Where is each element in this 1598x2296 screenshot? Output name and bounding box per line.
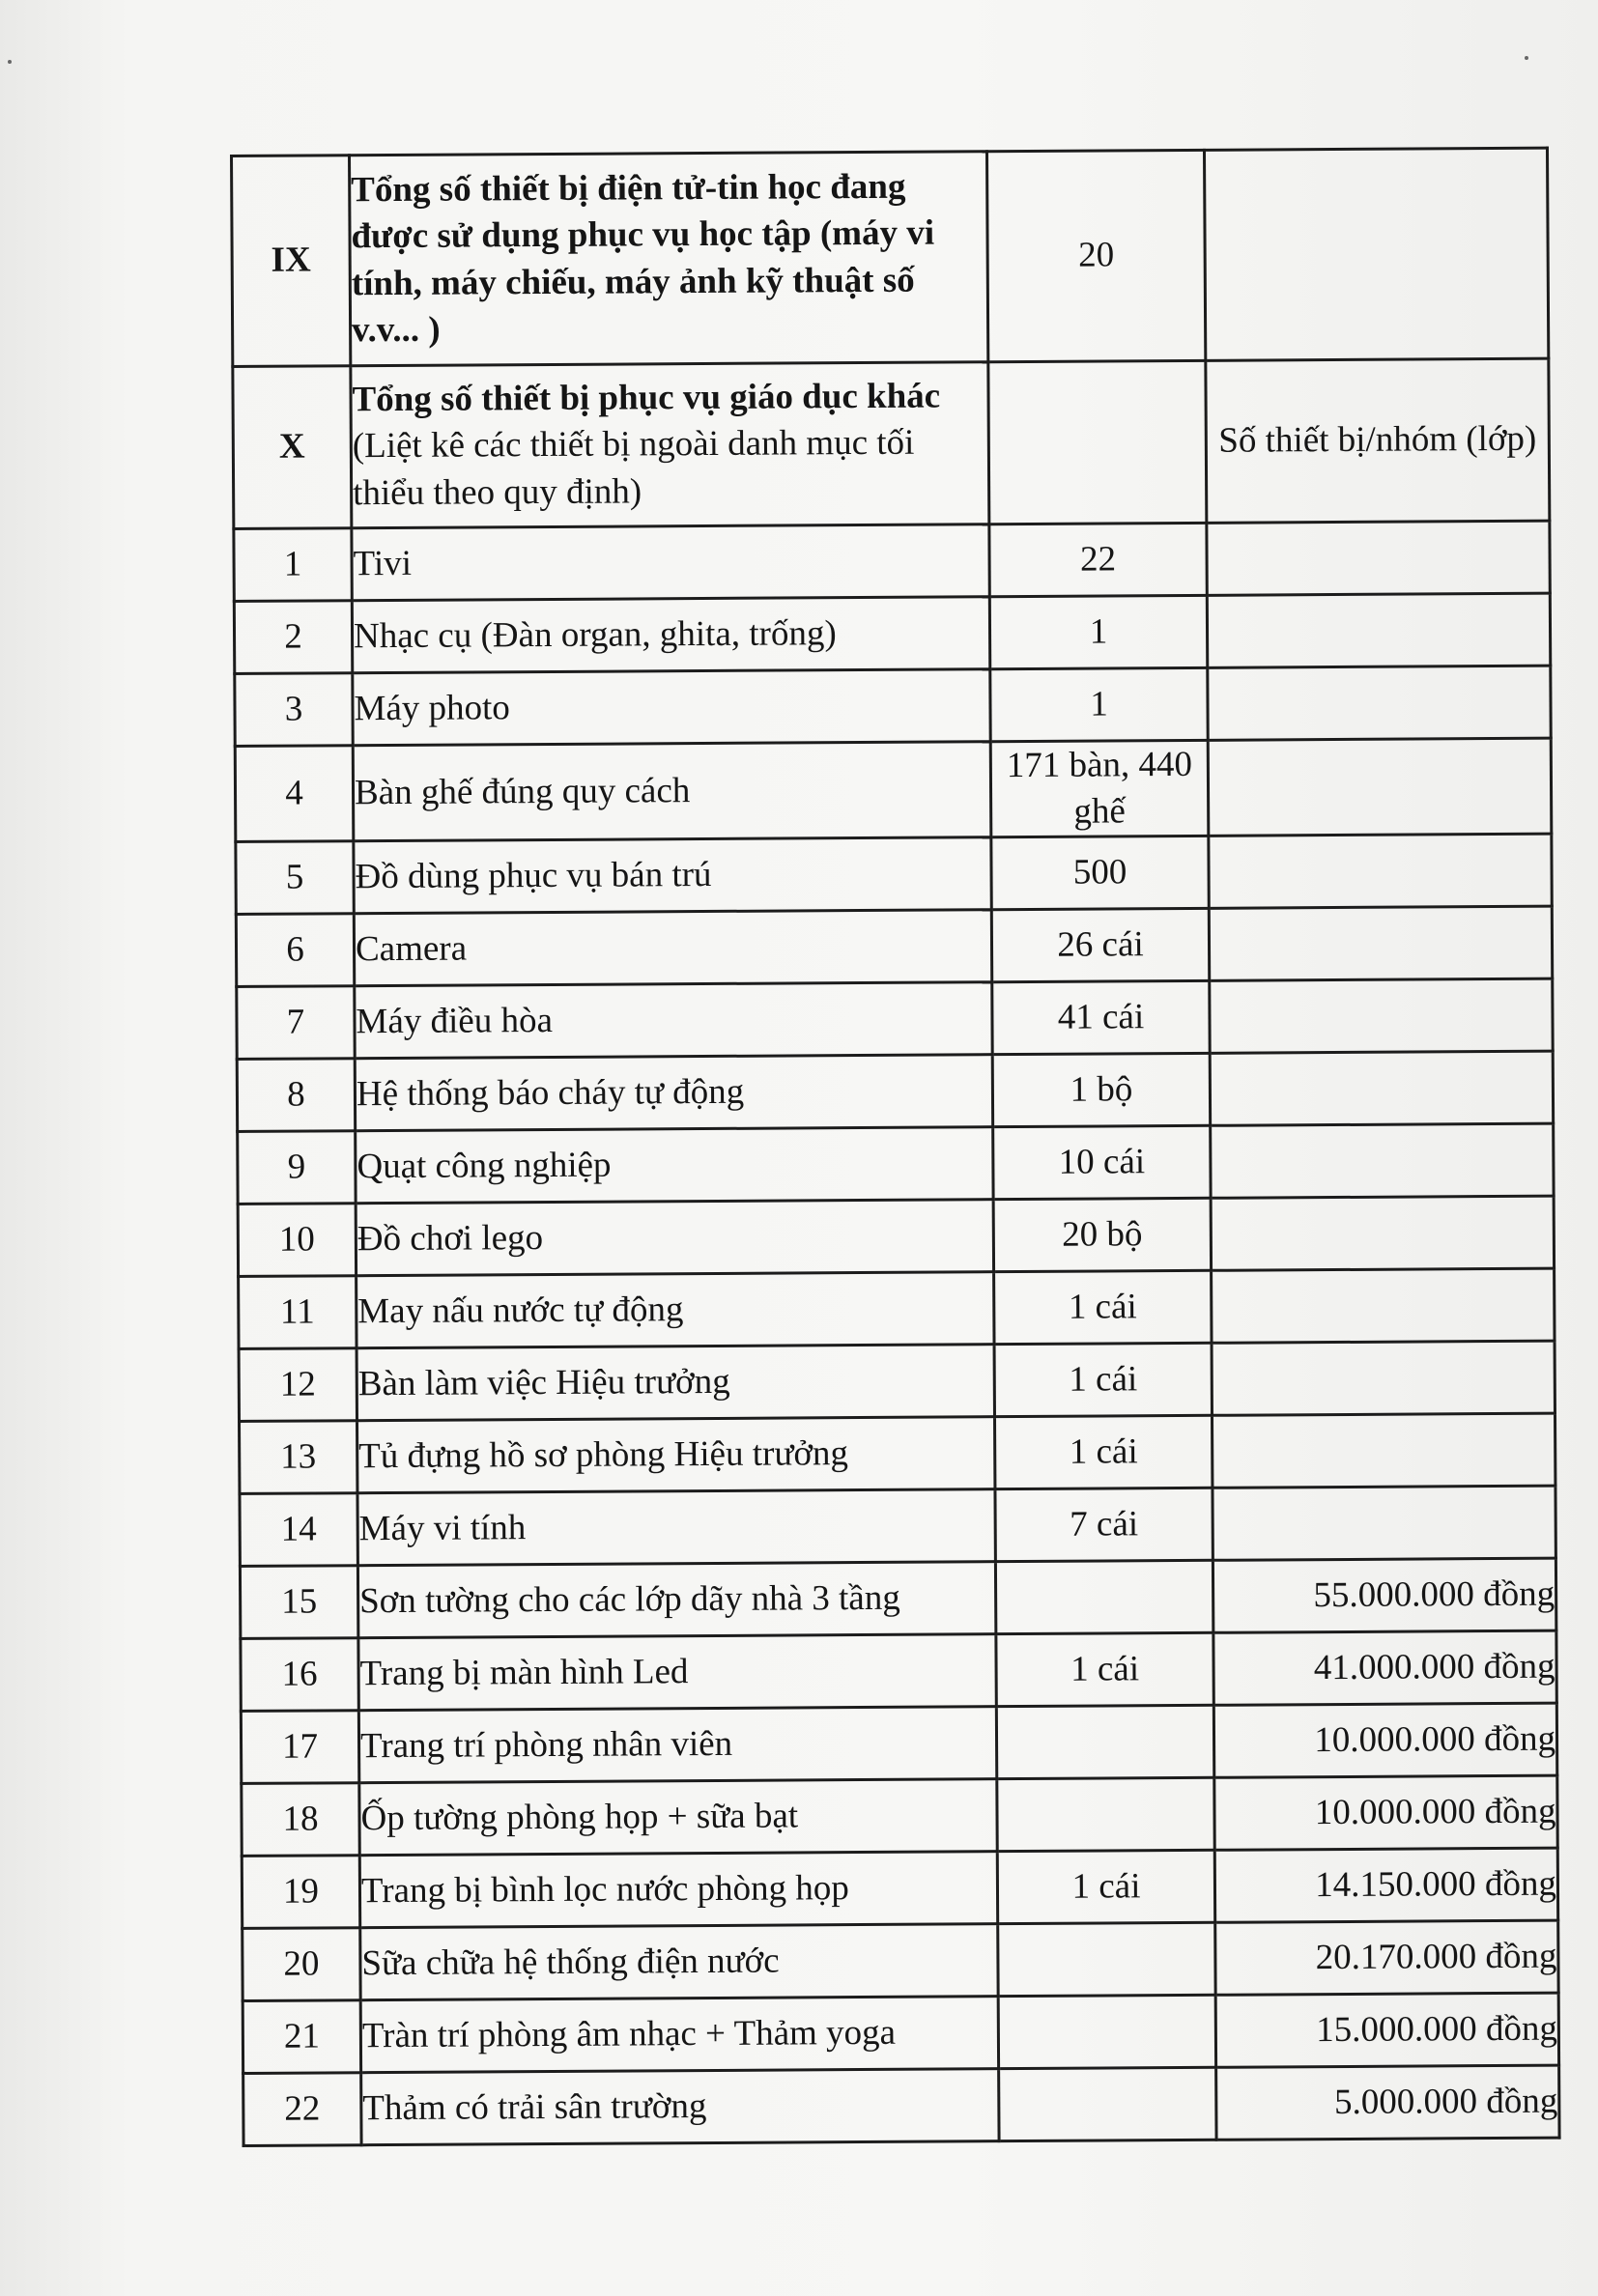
row-item-name: Máy photo xyxy=(353,669,990,746)
row-number: 5 xyxy=(236,841,354,915)
row-quantity xyxy=(998,1922,1215,1996)
row-note: 20.170.000 đồng xyxy=(1215,1920,1558,1995)
row-item-name: Camera xyxy=(354,910,991,986)
row-quantity: 1 cái xyxy=(997,1850,1214,1923)
paper-speck xyxy=(8,60,12,64)
section-x-label xyxy=(351,362,989,528)
row-item-name: Máy vi tính xyxy=(357,1489,995,1566)
row-note: 55.000.000 đồng xyxy=(1213,1558,1555,1632)
row-note xyxy=(1211,1196,1554,1270)
row-number: 12 xyxy=(239,1348,357,1422)
table-row xyxy=(235,738,1552,842)
row-quantity xyxy=(999,2067,1216,2140)
row-item-name: Bàn làm việc Hiệu trưởng xyxy=(357,1345,994,1421)
row-item-name: Đồ chơi lego xyxy=(356,1200,993,1276)
table-row xyxy=(240,1558,1555,1638)
table-row xyxy=(239,1341,1555,1421)
row-note xyxy=(1208,738,1552,836)
row-quantity: 1 cái xyxy=(994,1416,1212,1489)
row-quantity xyxy=(998,1995,1215,2068)
row-note: 14.150.000 đồng xyxy=(1214,1848,1557,1922)
row-note xyxy=(1210,1051,1553,1125)
table-row xyxy=(240,1413,1555,1493)
row-item-name: Trang trí phòng nhân viên xyxy=(358,1707,996,1783)
row-quantity: 1 xyxy=(990,667,1208,741)
row-quantity: 10 cái xyxy=(993,1126,1211,1200)
row-item-name: Hệ thống báo cháy tự động xyxy=(355,1055,992,1131)
row-number: 22 xyxy=(243,2073,361,2146)
row-number: 10 xyxy=(238,1204,356,1277)
table-row xyxy=(238,1123,1554,1204)
section-ix-quantity: 20 xyxy=(986,150,1205,361)
row-number: 13 xyxy=(240,1421,357,1494)
row-quantity: 500 xyxy=(991,836,1209,910)
table-row xyxy=(243,1920,1558,2000)
row-note xyxy=(1208,666,1551,740)
row-quantity: 7 cái xyxy=(995,1488,1213,1562)
row-item-name: Trang bị bình lọc nước phòng họp xyxy=(359,1852,997,1928)
table-row xyxy=(236,834,1552,914)
row-quantity: 1 cái xyxy=(996,1632,1213,1706)
row-item-name: Tủ đựng hồ sơ phòng Hiệu trưởng xyxy=(357,1417,995,1493)
table-row xyxy=(237,978,1553,1059)
row-note: 15.000.000 đồng xyxy=(1215,1993,1558,2067)
section-ix-label: Tổng số thiết bị điện tử-tin học đang được sử dụng phục vụ học tập (máy vi tính, máy chiếu, máy ảnh kỹ thuật số v.v... ) xyxy=(350,152,988,366)
row-number: 8 xyxy=(237,1059,355,1132)
row-item-name: Tràn trí phòng âm nhạc + Thảm yoga xyxy=(360,1997,998,2073)
paper-speck xyxy=(1525,56,1528,60)
row-item-name: Bàn ghế đúng quy cách xyxy=(353,742,991,841)
row-number: 17 xyxy=(241,1711,358,1784)
row-number: 15 xyxy=(240,1566,357,1639)
row-number: 2 xyxy=(234,601,352,674)
table-row xyxy=(234,593,1550,673)
row-item-name: Ốp tường phòng họp + sữa bạt xyxy=(359,1779,997,1856)
table-row xyxy=(241,1703,1556,1783)
row-item-name: Thảm có trải sân trường xyxy=(361,2069,999,2145)
table-row xyxy=(243,2065,1559,2145)
table-row xyxy=(243,1993,1558,2073)
table-row xyxy=(242,1775,1557,1856)
table-row xyxy=(239,1268,1555,1348)
row-quantity xyxy=(995,1560,1213,1633)
row-note xyxy=(1212,1341,1555,1415)
row-note: 10.000.000 đồng xyxy=(1214,1775,1557,1850)
row-item-name: Quạt công nghiệp xyxy=(356,1127,993,1204)
table-row xyxy=(237,1051,1553,1131)
row-quantity: 26 cái xyxy=(991,909,1209,982)
row-number: 9 xyxy=(238,1131,356,1205)
row-note xyxy=(1212,1413,1555,1488)
row-item-name: Đồ dùng phục vụ bán trú xyxy=(354,837,991,914)
row-note: 10.000.000 đồng xyxy=(1213,1703,1556,1777)
row-number: 14 xyxy=(240,1493,357,1567)
section-x-note: Số thiết bị/nhóm (lớp) xyxy=(1206,358,1550,523)
table-row xyxy=(235,666,1551,746)
row-item-name: May nấu nước tự động xyxy=(357,1272,994,1348)
row-quantity: 22 xyxy=(989,523,1207,596)
row-note xyxy=(1210,978,1553,1053)
row-quantity: 1 xyxy=(989,595,1207,668)
row-quantity: 1 cái xyxy=(994,1344,1212,1417)
row-note: 41.000.000 đồng xyxy=(1213,1630,1556,1705)
row-number: 18 xyxy=(242,1783,359,1857)
row-note xyxy=(1212,1268,1555,1343)
section-x-number: X xyxy=(233,366,352,529)
table-row xyxy=(234,521,1550,601)
row-number: 6 xyxy=(236,914,354,987)
row-quantity xyxy=(996,1705,1213,1778)
table-row xyxy=(238,1196,1554,1276)
row-note xyxy=(1209,906,1552,980)
table-row xyxy=(241,1630,1556,1711)
section-x-row xyxy=(233,358,1550,528)
section-x-label-bold: Tổng số thiết bị phục vụ giáo dục khác xyxy=(352,376,941,420)
row-number: 4 xyxy=(235,746,354,842)
row-quantity: 41 cái xyxy=(992,981,1210,1055)
row-number: 1 xyxy=(234,528,352,602)
row-quantity xyxy=(997,1777,1214,1851)
row-note xyxy=(1209,834,1552,908)
row-quantity: 1 bộ xyxy=(992,1054,1210,1127)
section-x-quantity xyxy=(988,360,1207,524)
row-number: 7 xyxy=(237,986,355,1060)
row-number: 19 xyxy=(242,1856,359,1929)
row-item-name: Sữa chữa hệ thống điện nước xyxy=(360,1924,998,2000)
row-number: 16 xyxy=(241,1638,358,1712)
row-item-name: Nhạc cụ (Đàn organ, ghita, trống) xyxy=(352,597,989,673)
section-ix-number: IX xyxy=(232,156,351,367)
section-x-label-rest: (Liệt kê các thiết bị ngoài danh mục tối thiểu theo quy định) xyxy=(352,423,915,513)
row-item-name: Tivi xyxy=(352,524,989,601)
row-note: 5.000.000 đồng xyxy=(1216,2065,1559,2140)
row-number: 20 xyxy=(243,1928,360,2001)
row-note xyxy=(1207,593,1550,667)
row-quantity: 20 bộ xyxy=(993,1199,1211,1272)
row-note xyxy=(1207,521,1550,595)
table-row xyxy=(236,906,1552,986)
row-item-name: Trang bị màn hình Led xyxy=(358,1634,996,1711)
row-quantity: 1 cái xyxy=(994,1271,1212,1345)
row-number: 3 xyxy=(235,673,353,747)
equipment-table xyxy=(230,147,1561,2147)
table-row xyxy=(242,1848,1557,1928)
section-ix-row xyxy=(232,148,1549,366)
row-note xyxy=(1211,1123,1554,1198)
table-row xyxy=(240,1486,1555,1566)
row-note xyxy=(1213,1486,1555,1560)
section-ix-note xyxy=(1204,148,1548,360)
row-number: 21 xyxy=(243,2000,360,2074)
row-item-name: Sơn tường cho các lớp dãy nhà 3 tầng xyxy=(357,1562,995,1638)
row-quantity: 171 bàn, 440 ghế xyxy=(990,740,1209,837)
row-number: 11 xyxy=(239,1276,357,1349)
row-item-name: Máy điều hòa xyxy=(355,982,992,1059)
